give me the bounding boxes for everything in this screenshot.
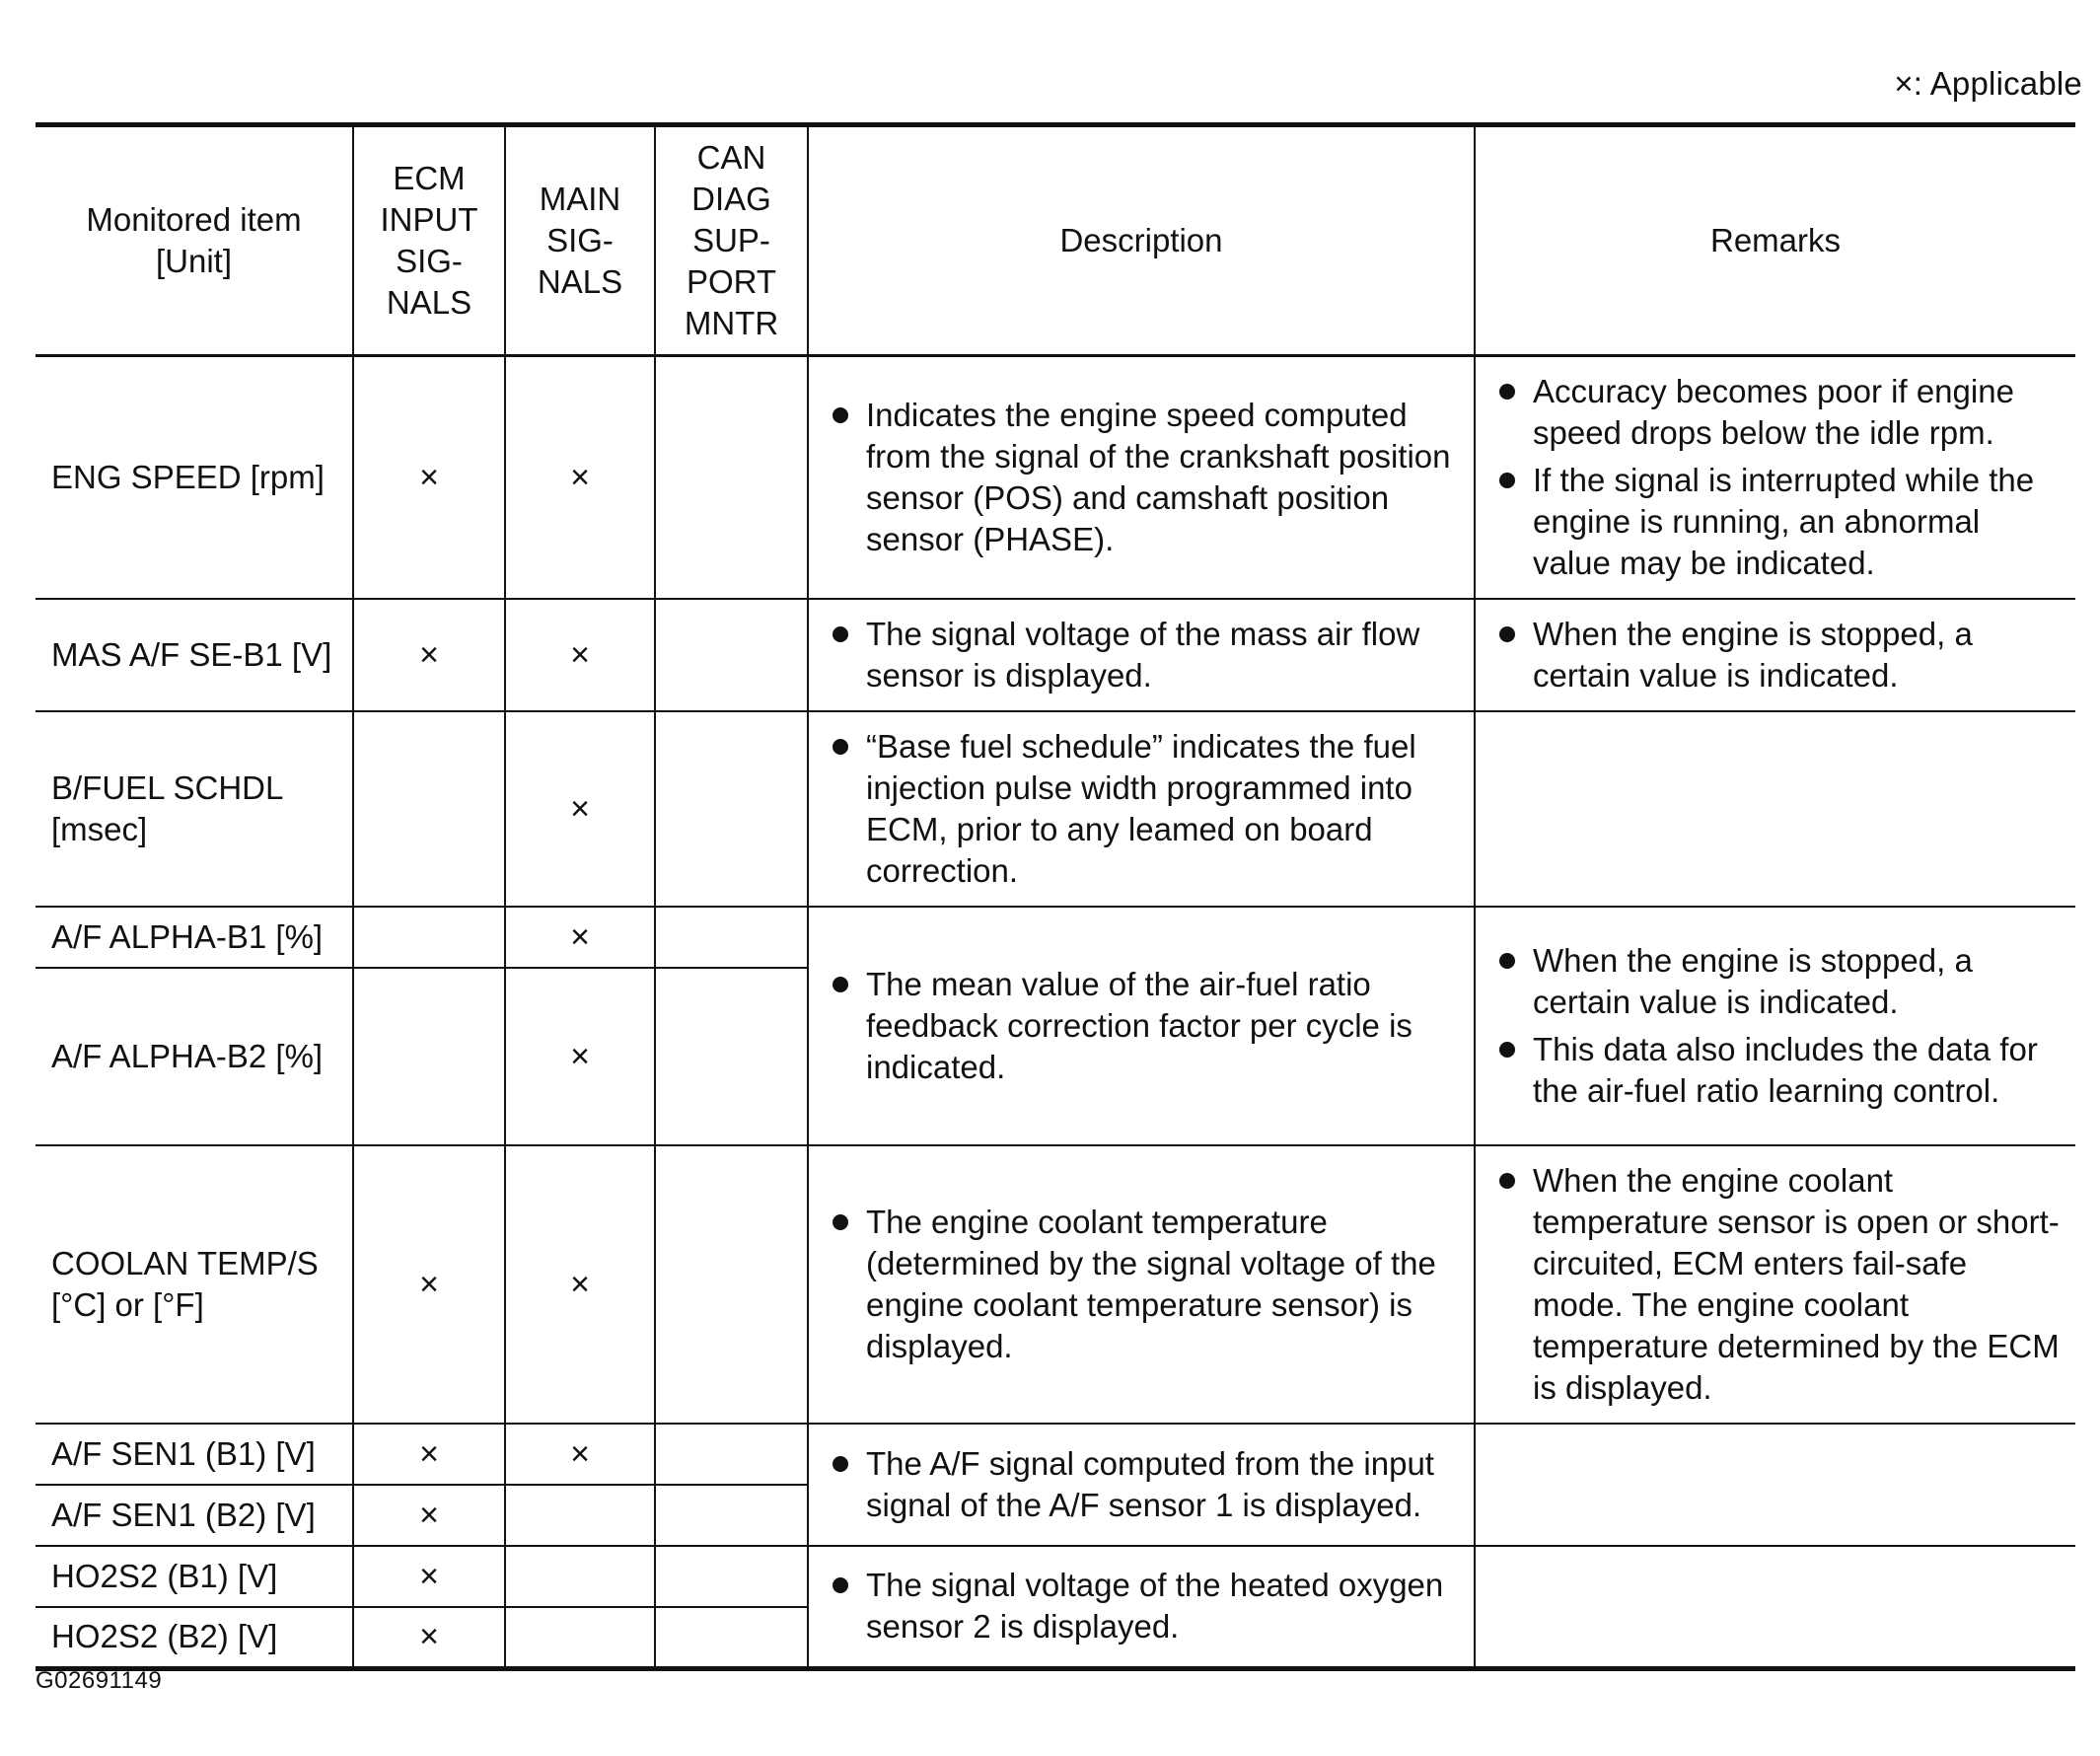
ecm-input-mark: × [353,1607,505,1668]
main-signal-mark: × [505,599,655,711]
bullet-text: The A/F signal computed from the input signal of the A/F sensor 1 is displayed. [831,1443,1462,1526]
monitored-item: A/F ALPHA-B1 [%] [36,907,353,968]
bullet-text: When the engine coolant temperature sensor is open or short-circuited, ECM enters fail-safe mode. The engine coolant temperature determined by the ECM is displayed. [1497,1160,2064,1409]
can-diag-cell [655,1485,808,1546]
remarks-cell [1475,1546,2075,1668]
table-row-eng-speed [36,356,2075,600]
remarks-cell [1475,1145,2075,1424]
main-signal-mark: × [505,1424,655,1485]
table-row-mas-af [36,599,2075,711]
ecm-input-cell [353,711,505,907]
main-signal-mark: × [505,1145,655,1424]
header-line: NALS [386,284,472,321]
header-description: Description [808,125,1475,356]
can-diag-cell [655,1145,808,1424]
header-line: NALS [537,263,623,300]
header-line: MNTR [684,305,779,341]
applicable-legend: ×: Applicable [1894,65,2082,102]
main-signal-cell [505,1607,655,1668]
monitored-item: HO2S2 (B2) [V] [36,1607,353,1668]
header-main-signals [505,125,655,356]
header-line: SUP- [692,222,770,258]
header-monitored-item [36,125,353,356]
header-line: [Unit] [155,243,233,279]
monitored-item: A/F SEN1 (B2) [V] [36,1485,353,1546]
bullet-text: The signal voltage of the heated oxygen sensor 2 is displayed. [831,1565,1462,1647]
monitored-item [36,711,353,907]
header-line: Monitored item [86,201,302,238]
remarks-cell [1475,711,2075,907]
remarks-cell [1475,356,2075,600]
bullet-text: “Base fuel schedule” indicates the fuel injection pulse width programmed into ECM, prior to any leamed on board correction. [831,726,1462,892]
header-line: PORT [686,263,777,300]
item-line: [°C] or [°F] [51,1286,204,1323]
can-diag-cell [655,968,808,1145]
bullet-text: The mean value of the air-fuel ratio feedback correction factor per cycle is indicated. [831,964,1462,1088]
remarks-cell [1475,907,2075,1145]
monitored-item: HO2S2 (B1) [V] [36,1546,353,1607]
can-diag-cell [655,1607,808,1668]
header-line: SIG- [396,243,463,279]
ecm-input-mark: × [353,1485,505,1546]
description-cell [808,599,1475,711]
ecm-input-cell [353,968,505,1145]
can-diag-cell [655,356,808,600]
description-cell [808,711,1475,907]
main-signal-cell [505,1485,655,1546]
monitored-item: ENG SPEED [rpm] [36,356,353,600]
bullet-text: When the engine is stopped, a certain value is indicated. [1497,614,2064,696]
table-row-ho2s2-b1 [36,1546,2075,1607]
header-line: ECM [393,160,466,196]
ecm-input-mark: × [353,1546,505,1607]
main-signal-mark: × [505,356,655,600]
description-cell [808,1546,1475,1668]
header-line: SIG- [546,222,614,258]
monitored-item: MAS A/F SE-B1 [V] [36,599,353,711]
header-can-diag-support-mntr [655,125,808,356]
item-line: [msec] [51,811,148,847]
item-line: COOLAN TEMP/S [51,1245,319,1281]
ecm-input-mark: × [353,356,505,600]
header-row [36,125,2075,356]
main-signal-mark: × [505,907,655,968]
description-cell [808,1145,1475,1424]
main-signal-mark: × [505,968,655,1145]
can-diag-cell [655,1424,808,1485]
can-diag-cell [655,907,808,968]
description-cell [808,1424,1475,1546]
header-line: CAN [696,139,766,176]
table-row-af-alpha-b1 [36,907,2075,968]
ecm-input-cell [353,907,505,968]
header-remarks: Remarks [1475,125,2075,356]
can-diag-cell [655,1546,808,1607]
header-line: DIAG [691,181,771,217]
bullet-text: The signal voltage of the mass air flow sensor is displayed. [831,614,1462,696]
main-signal-mark: × [505,711,655,907]
ecm-input-mark: × [353,1145,505,1424]
monitored-item: A/F SEN1 (B1) [V] [36,1424,353,1485]
header-line: INPUT [380,201,478,238]
monitored-items-table [36,122,2075,1671]
monitored-item [36,1145,353,1424]
table-row-coolan-temp [36,1145,2075,1424]
header-ecm-input-signals [353,125,505,356]
monitored-item: A/F ALPHA-B2 [%] [36,968,353,1145]
ecm-input-mark: × [353,1424,505,1485]
description-cell [808,907,1475,1145]
table-row-bfuel-schdl [36,711,2075,907]
main-signal-cell [505,1546,655,1607]
bullet-text: The engine coolant temperature (determined by the signal voltage of the engine coolant temperature sensor) is displayed. [831,1202,1462,1367]
header-line: MAIN [539,181,621,217]
bullet-text: If the signal is interrupted while the engine is running, an abnormal value may be indicated. [1497,460,2064,584]
figure-code: G02691149 [36,1667,163,1694]
can-diag-cell [655,599,808,711]
bullet-text: Indicates the engine speed computed from the signal of the crankshaft position sensor (POS) and camshaft position sensor (PHASE). [831,395,1462,560]
item-line: B/FUEL SCHDL [51,769,284,806]
can-diag-cell [655,711,808,907]
bullet-text: This data also includes the data for the air-fuel ratio learning control. [1497,1029,2064,1112]
bullet-text: When the engine is stopped, a certain value is indicated. [1497,940,2064,1023]
bullet-text: Accuracy becomes poor if engine speed drops below the idle rpm. [1497,371,2064,454]
description-cell [808,356,1475,600]
remarks-cell [1475,599,2075,711]
ecm-input-mark: × [353,599,505,711]
table-row-af-sen1-b1 [36,1424,2075,1485]
remarks-cell [1475,1424,2075,1546]
